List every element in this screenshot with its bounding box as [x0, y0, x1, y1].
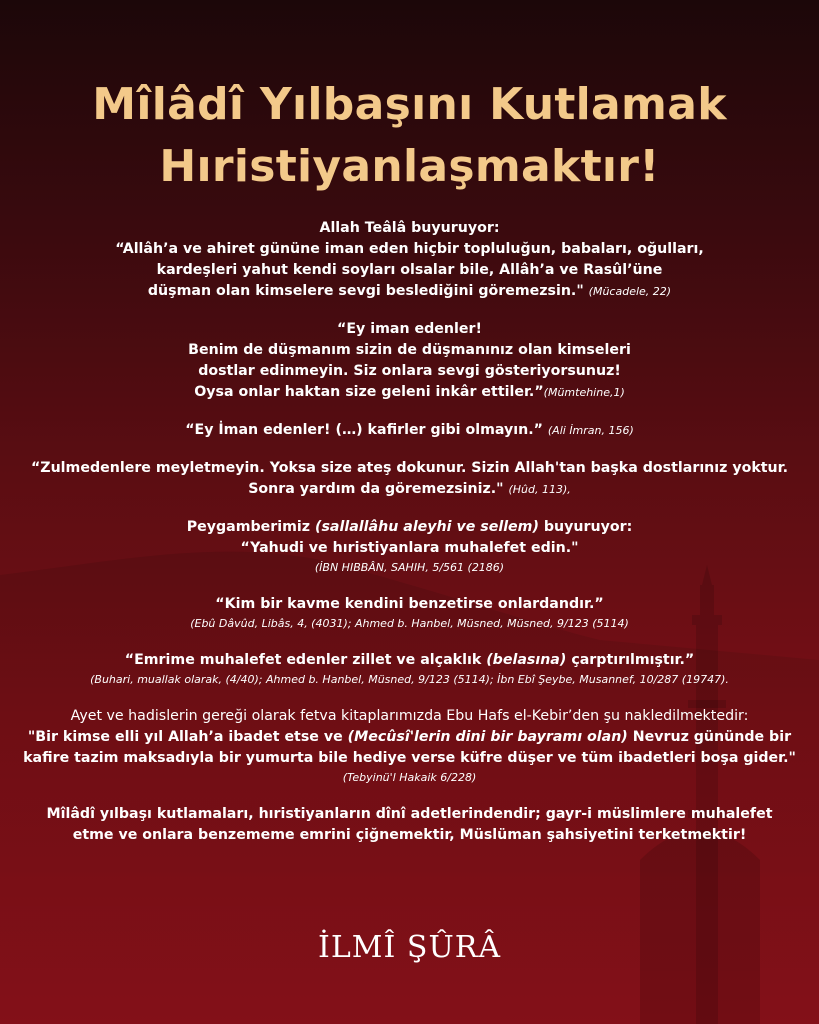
quote-reference: (Ali İmran, 156)	[547, 424, 634, 437]
hadith-intro-text: buyuruyor:	[538, 519, 633, 535]
quote-text: Sonra yardım da göremezsiniz."	[248, 481, 504, 497]
quote-line: “Zulmedenlere meyletmeyin. Yoksa size ateş dokunur. Sizin Allah'tan başka dostlarınız yoktur.	[30, 460, 789, 476]
hadith-intro	[10, 517, 809, 538]
conclusion-line: etme ve onlara benzememe emrini çiğnemektir, Müslüman şahsiyetini terketmektir!	[72, 827, 747, 843]
hadith-line	[10, 650, 809, 671]
page-title	[0, 74, 819, 198]
hadith-source: (İBN HIBBÂN, SAHIH, 5/561 (2186)	[314, 561, 505, 574]
salawat-text: (sallallâhu aleyhi ve sellem)	[315, 519, 539, 535]
title-line-1: Mîlâdî Yılbaşını Kutlamak	[92, 79, 727, 130]
brand-logo-text: İLMÎ ŞÛRÂ	[318, 930, 501, 965]
hadith-text: “Emrime muhalefet edenler zillet ve alçaklık	[124, 652, 487, 668]
quote-block-3	[10, 420, 809, 441]
quote-block-4	[10, 458, 809, 500]
content	[10, 218, 809, 863]
hadith-block-2	[10, 594, 809, 633]
fatwa-line: kafire tazim maksadıyla bir yumurta bile hediye verse küfre düşer ve tüm ibadetleri boşa gider."	[23, 750, 796, 766]
quote-line	[10, 420, 809, 441]
hadith-source: (Buhari, muallak olarak, (4/40); Ahmed b. Hanbel, Müsned, 9/123 (5114); İbn Ebî Şeybe, Musannef, 10/287 (19747).	[90, 673, 729, 686]
hadith-source: (Ebû Dâvûd, Libâs, 4, (4031); Ahmed b. Hanbel, Müsned, Müsned, 9/123 (5114)	[190, 617, 629, 630]
fatwa-text: Nevruz gününde bir	[627, 729, 792, 745]
quote-line: Benim de düşmanım sizin de düşmanınız olan kimseleri	[188, 342, 631, 358]
quote-line: “Ey iman edenler!	[337, 321, 482, 337]
hadith-block-3	[10, 650, 809, 689]
hadith-line: “Yahudi ve hıristiyanlara muhalefet edin."	[240, 540, 579, 556]
fatwa-intro: Ayet ve hadislerin gereği olarak fetva kitaplarımızda Ebu Hafs el-Kebir’den şu nakledilmektedir:	[70, 708, 749, 724]
quote-line	[10, 281, 809, 302]
quote-line: dostlar edinmeyin. Siz onlara sevgi gösteriyorsunuz!	[198, 363, 621, 379]
fatwa-line	[10, 727, 809, 748]
quote-line	[10, 382, 809, 403]
conclusion-block	[10, 804, 809, 846]
title-line-2: Hıristiyanlaşmaktır!	[159, 141, 660, 192]
fatwa-block	[10, 706, 809, 787]
fatwa-text-emphasis: (Mecûsî'lerin dini bir bayramı olan)	[347, 729, 628, 745]
hadith-text-emphasis: (belasına)	[486, 652, 567, 668]
quote-reference: (Mümtehine,1)	[543, 386, 625, 399]
hadith-line: “Kim bir kavme kendini benzetirse onlardandır.”	[215, 596, 604, 612]
quote-reference: (Mücadele, 22)	[588, 285, 672, 298]
fatwa-source: (Tebyinü'l Hakaik 6/228)	[342, 771, 477, 784]
quote-block-1	[10, 218, 809, 302]
quote-text: Oysa onlar haktan size geleni inkâr ettiler.”	[194, 384, 544, 400]
hadith-intro-text: Peygamberimiz	[186, 519, 315, 535]
fatwa-text: "Bir kimse elli yıl Allah’a ibadet etse ve	[27, 729, 348, 745]
conclusion-line: Mîlâdî yılbaşı kutlamaları, hıristiyanların dînî adetlerindendir; gayr-i müslimlere muhalefet	[46, 806, 773, 822]
hadith-block-1	[10, 517, 809, 577]
hadith-text: çarptırılmıştır.”	[566, 652, 695, 668]
quote-text: düşman olan kimselere sevgi beslediğini göremezsin."	[147, 283, 584, 299]
quote-text: “Ey İman edenler! (…) kafirler gibi olmayın.”	[185, 422, 543, 438]
quote-line	[10, 479, 809, 500]
quote-line: kardeşleri yahut kendi soyları olsalar bile, Allâh’a ve Rasûl’üne	[156, 262, 663, 278]
quote-line: “Allâh’a ve ahiret gününe iman eden hiçbir topluluğun, babaları, oğulları,	[115, 241, 704, 257]
quote-block-2	[10, 319, 809, 403]
quote-intro: Allah Teâlâ buyuruyor:	[319, 220, 500, 236]
quote-reference: (Hûd, 113),	[508, 483, 571, 496]
